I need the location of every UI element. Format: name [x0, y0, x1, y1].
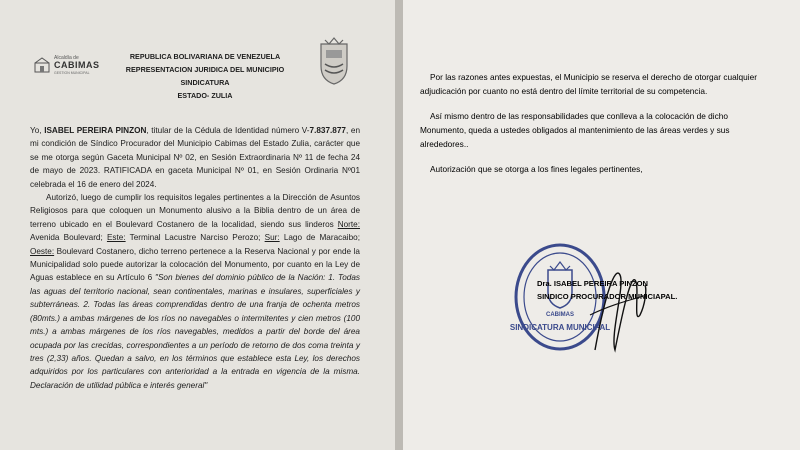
logo-sub-text: GESTION MUNICIPAL [54, 71, 90, 75]
header-line: REPRESENTACION JURIDICA DEL MUNICIPIO [125, 65, 285, 74]
signer-name: Dra. ISABEL PEREIRA PINZON [537, 279, 648, 288]
text-run: , en mi condición de Síndico Procurador del Municipio Cabimas del Estado Zulia, carácter que se me otorga según Gaceta Municipal Nº 02, en Sesión Extraordinaria Nº 11 de fecha 24 de mayo de 2023. RATIFICADA en gaceta Municipal Nº 01, en Sesión Ordinaria Nº01 celebrada el 16 de enero del 2024. [30, 126, 360, 189]
text-run: Terminal Lacustre Narciso Perozo; [125, 233, 265, 243]
left-body-text [30, 124, 360, 392]
text-run: Avenida Boulevard; [30, 233, 107, 243]
boundary-label: Norte: [337, 219, 360, 229]
text-run: Boulevard Costanero, dicho terreno pertenece a la Reserva Nacional y por ende la Municipalidad solo puede autorizar la colocación del Monumento, por cuanto en la Ley de Aguas establece en su Artículo 6 [30, 246, 360, 283]
left-page [0, 0, 395, 450]
boundary-label: Oeste: [30, 246, 55, 256]
alcaldia-logo [34, 54, 104, 76]
page-gutter [395, 0, 403, 450]
id-number: 7.837.877 [309, 126, 346, 135]
paragraph-closing: Autorización que se otorga a los fines legales pertinentes, [430, 164, 643, 174]
paragraph-maintenance: Así mismo dentro de las responsabilidades que conlleva a la colocación de dicho Monumento, queda a ustedes obligados al mantenimiento de las áreas verdes y sus alrededores.. [420, 111, 730, 149]
text-run: Autorizó, luego de cumplir los requisitos legales pertinentes a la Dirección de Asuntos Religiosos para que coloquen un Monumento alusivo a la Biblia dentro de un área de terreno ubicado en el Boulevard Costanero de la localidad, siendo sus linderos [30, 193, 360, 229]
handwritten-signature-icon [585, 255, 650, 365]
alcaldia-logo-mark-icon [34, 57, 50, 73]
paragraph-identity [30, 124, 360, 191]
right-page [403, 0, 800, 450]
header-line: REPUBLICA BOLIVARIANA DE VENEZUELA [129, 52, 281, 61]
law-quote: "Son bienes del dominio público de la Nación: 1. Todas las aguas del territorio nacional, sean continentales, marinas e insulares, superficiales y subterráneas. 2. Todas las áreas comprendidas dentro de una franja de ochenta metros (80mts.) a ambas márgenes de los ríos no navegables o intermitentes y cien metros (100 mts.) a ambas márgenes de los ríos navegables, medidos a partir del borde del área ocupada por las crecidas, correspondientes a un período de retorno de dos coma treinta y tres (2,33) años. Quedan a salvo, en los términos que establece esta Ley, los derechos adquiridos por los particulares con anterioridad a la entrada en vigencia de la misma. Declaración de utilidad pública e interés general" [30, 273, 360, 390]
text-run: , titular de la Cédula de Identidad número V- [146, 126, 310, 135]
stamp-inner-text: CABIMAS [546, 312, 574, 318]
signer-title: SINDICO PROCURADOR MUNICIAPAL. [537, 292, 678, 301]
text-run: Lago de Maracaibo; [279, 233, 360, 243]
document-header [100, 50, 310, 102]
logo-small-text: Alcaldía de [54, 55, 79, 61]
text-run: Yo, [30, 126, 45, 135]
header-line: ESTADO- ZULIA [177, 91, 233, 100]
header-line: SINDICATURA [180, 78, 230, 87]
paragraph-reasons: Por las razones antes expuestas, el Municipio se reserva el derecho de otorgar cualquier adjudicación por cuanto no está dentro del límite territorial de su competencia. [420, 72, 757, 96]
boundary-label: Sur: [264, 233, 280, 243]
logo-name: CABIMAS [54, 60, 100, 70]
municipal-crest-icon [315, 36, 353, 86]
signer-name: ISABEL PEREIRA PINZON [44, 126, 147, 135]
paragraph-authorization [30, 191, 360, 392]
boundary-label: Este: [106, 233, 126, 243]
right-body-text [420, 70, 775, 187]
stamp-text: SINDICATURA MUNICIPAL [510, 323, 610, 332]
